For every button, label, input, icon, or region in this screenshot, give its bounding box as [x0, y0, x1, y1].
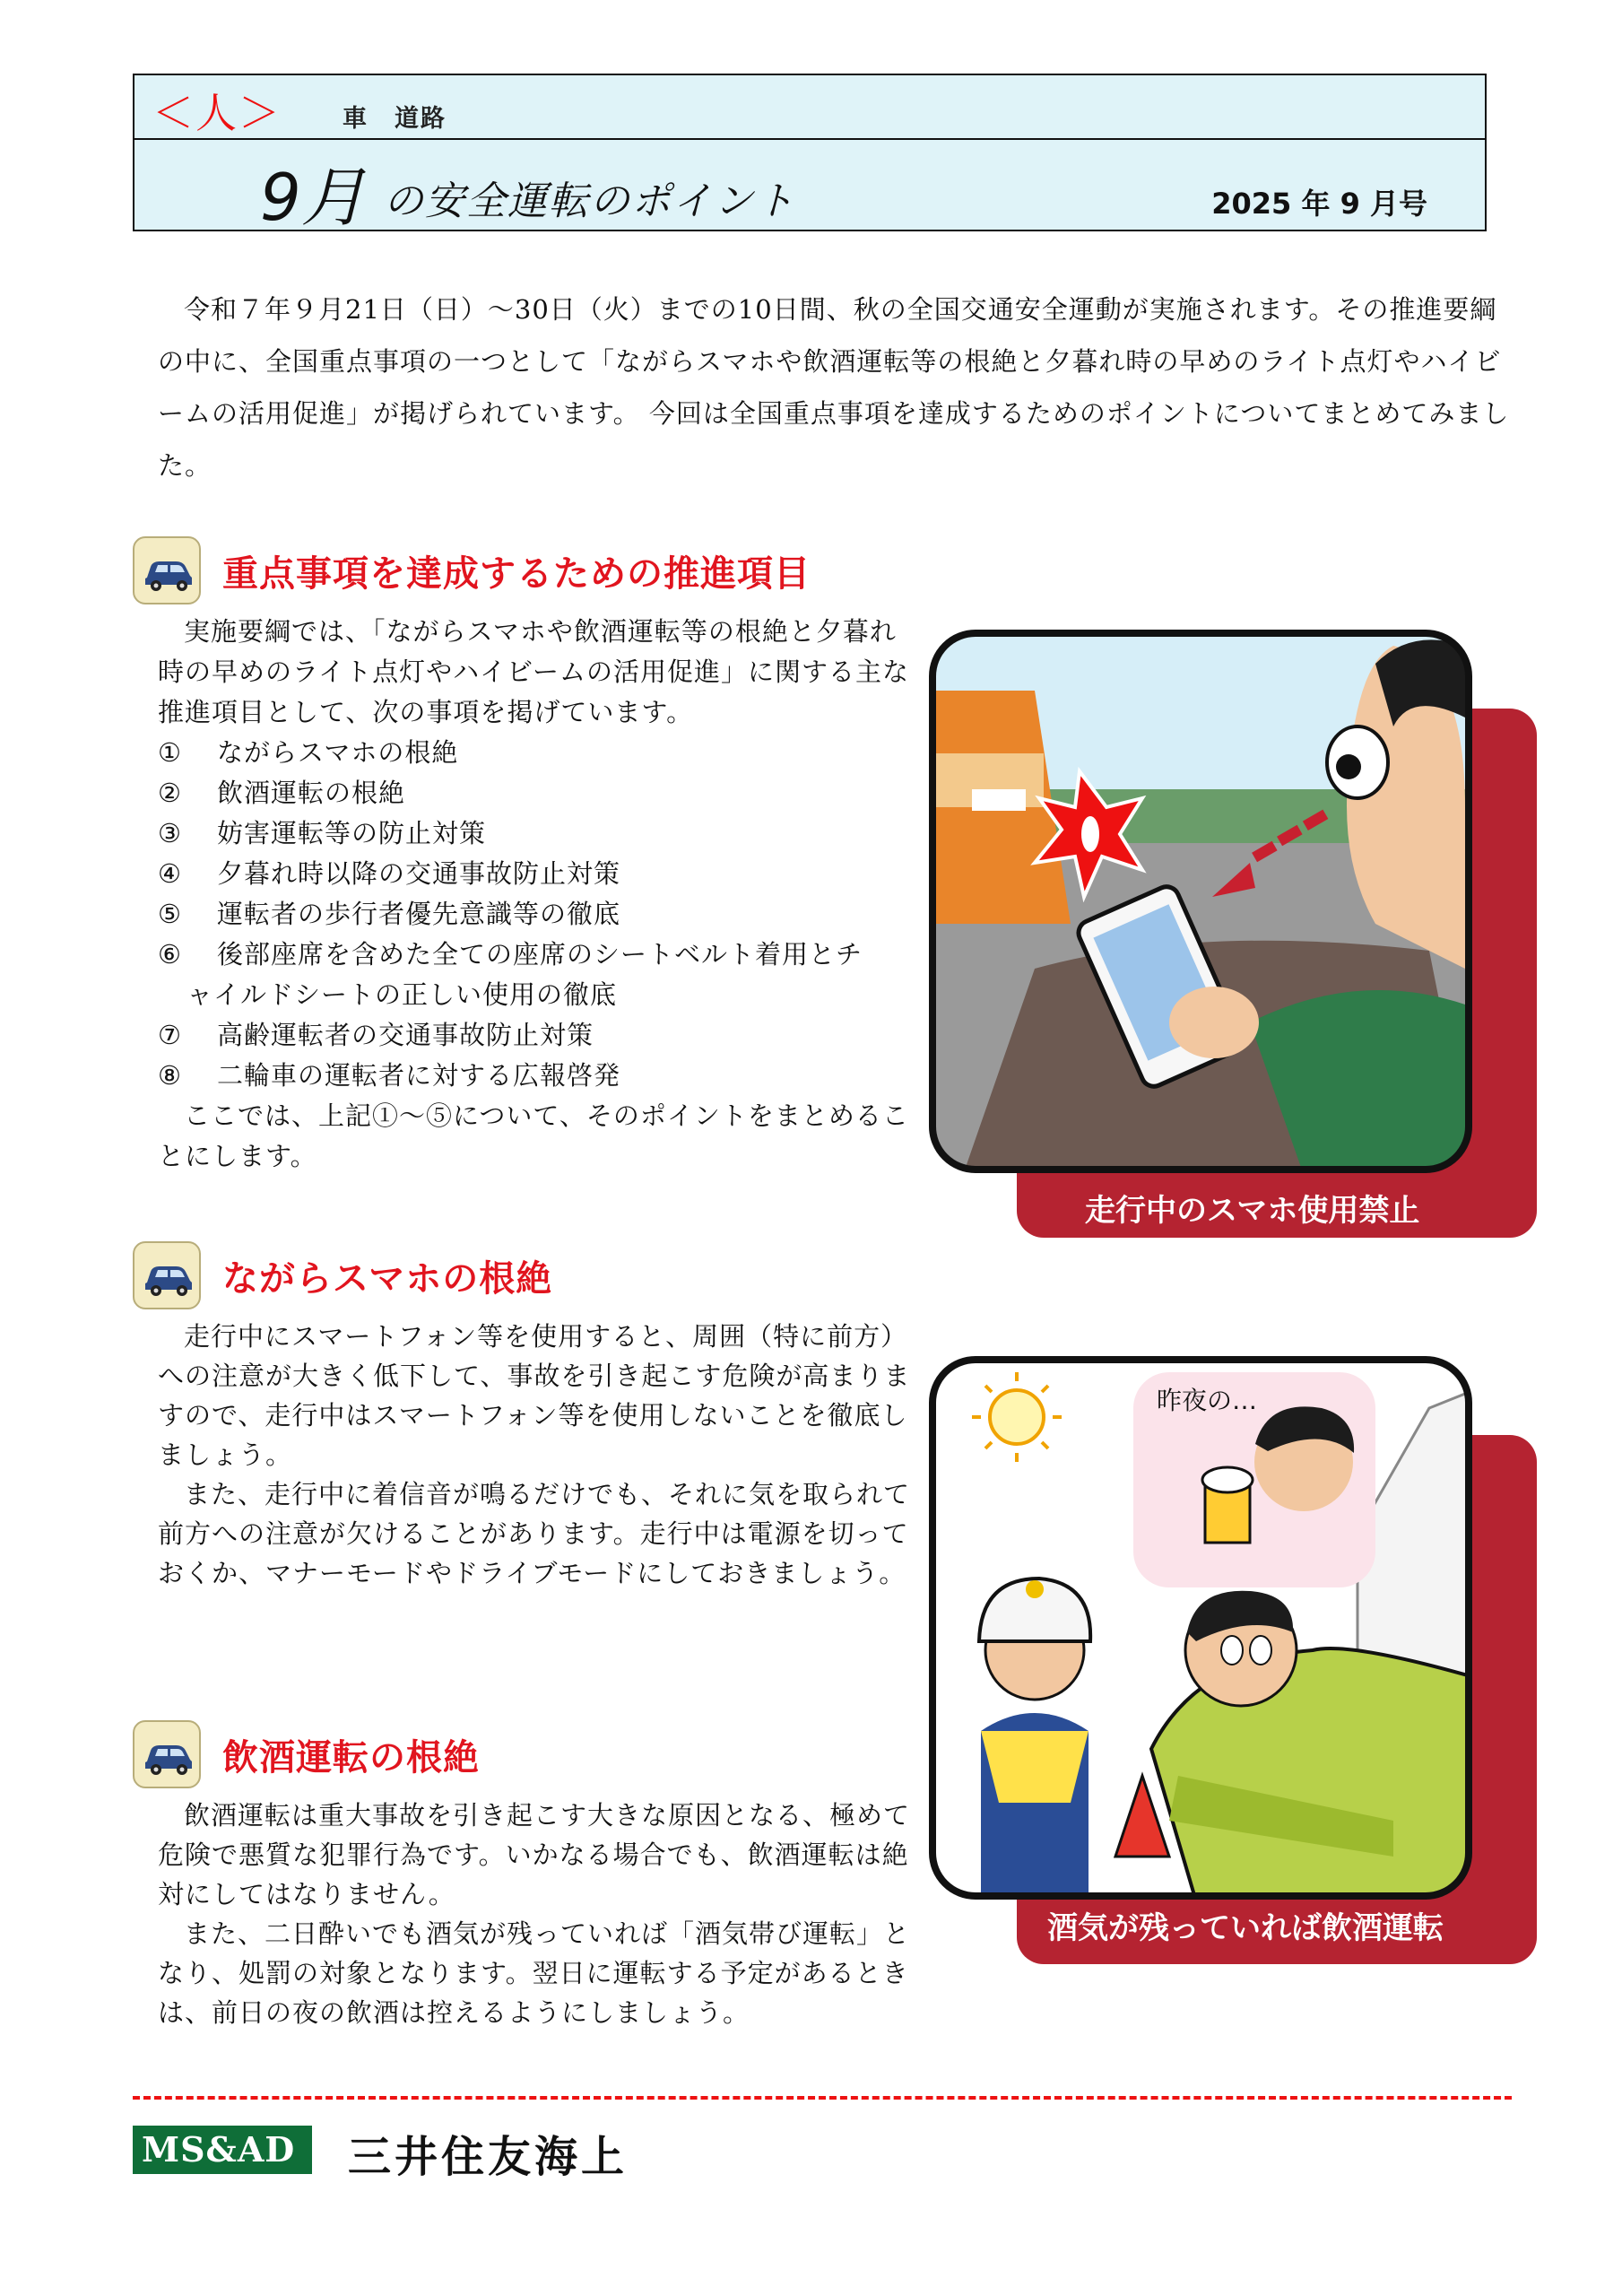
section-body-smartphone [158, 1317, 920, 1593]
paragraph: 飲酒運転は重大事故を引き起こす大きな原因となる、極めて危険で悪質な犯罪行為です。いかなる場合でも、飲酒運転は絶対にしてはなりません。 [158, 1800, 911, 1909]
list-item: ⑤ 運転者の歩行者優先意識等の徹底 [158, 899, 621, 929]
car-icon [133, 536, 201, 604]
intro-paragraph: 令和７年９月21日（日）～30日（火）までの10日間、秋の全国交通安全運動が実施されます。その推進要綱の中に、全国重点事項の一つとして「ながらスマホや飲酒運転等の根絶と夕暮れ時の早めのライト点灯やハイビームの活用促進」が掲げられています。 今回は全国重点事項を達成するためのポイントについてまとめてみました。 [158, 294, 1510, 481]
section-heading-priorities [133, 536, 993, 604]
list-item: ⑧ 二輪車の運転者に対する広報啓発 [158, 1060, 621, 1091]
list-item: ② 飲酒運転の根絶 [158, 778, 406, 808]
header-top-row [134, 75, 1485, 140]
category-label: ＜人＞ [152, 89, 282, 137]
illustration-caption: 酒気が残っていれば飲酒運転 [1047, 1910, 1444, 1946]
paragraph: また、走行中に着信音が鳴るだけでも、それに気を取られて前方への注意が欠けることがあります。走行中は電源を切っておくか、マナーモードやドライブモードにしておきましょう。 [158, 1479, 911, 1588]
section-title: 飲酒運転の根絶 [222, 1737, 480, 1779]
list-item: ④ 夕暮れ時以降の交通事故防止対策 [158, 858, 621, 889]
car-icon [133, 1241, 201, 1309]
speech-bubble: 昨夜の… [1157, 1386, 1258, 1415]
subcategory-label: 車 道路 [343, 105, 447, 133]
section-heading-smartphone [133, 1241, 993, 1309]
title-month: 9月 [260, 160, 366, 235]
list-item: ⑦ 高齢運転者の交通事故防止対策 [158, 1020, 594, 1050]
section-title: ながらスマホの根絶 [222, 1258, 553, 1300]
illustration-caption: 走行中のスマホ使用禁止 [1085, 1193, 1420, 1229]
msad-logo-text: MS&AD [142, 2129, 296, 2170]
paragraph: 走行中にスマートフォン等を使用すると、周囲（特に前方）への注意が大きく低下して、事故を引き起こす危険が高まりますので、走行中はスマートフォン等を使用しないことを徹底しましょう。 [158, 1321, 911, 1470]
header-box [133, 74, 1487, 235]
footer-divider [133, 2096, 1512, 2100]
section-closing: ここでは、上記①～⑤について、そのポイントをまとめることにします。 [158, 1100, 909, 1171]
list-item: ① ながらスマホの根絶 [158, 737, 459, 768]
issue-label: 2025 年 9 月号 [1211, 187, 1427, 221]
section-title: 重点事項を達成するための推進項目 [222, 553, 811, 595]
drunk-driving-illustration [927, 1354, 1474, 1901]
paragraph: また、二日酔いでも酒気が残っていれば「酒気帯び運転」となり、処罰の対象となります。翌日に運転する予定があるときは、前日の夜の飲酒は控えるようにしましょう。 [158, 1918, 911, 2028]
section-body-drunk-driving [158, 1796, 920, 2032]
smartphone-driving-illustration [927, 628, 1474, 1175]
company-name: 三井住友海上 [348, 2132, 629, 2182]
section-heading-drunk-driving [133, 1720, 993, 1788]
list-item-continuation: ャイルドシートの正しい使用の徹底 [186, 979, 618, 1010]
list-item: ⑥ 後部座席を含めた全ての座席のシートベルト着用とチ [158, 939, 863, 970]
section-body-priorities [158, 612, 920, 1177]
section-lead: 実施要綱では、「ながらスマホや飲酒運転等の根絶と夕暮れ時の早めのライト点灯やハイビームの活用促進」に関する主な推進項目として、次の事項を掲げています。 [158, 616, 909, 727]
car-icon [133, 1720, 201, 1788]
list-item: ③ 妨害運転等の防止対策 [158, 818, 487, 848]
page-title: の安全運転のポイント [384, 178, 796, 224]
